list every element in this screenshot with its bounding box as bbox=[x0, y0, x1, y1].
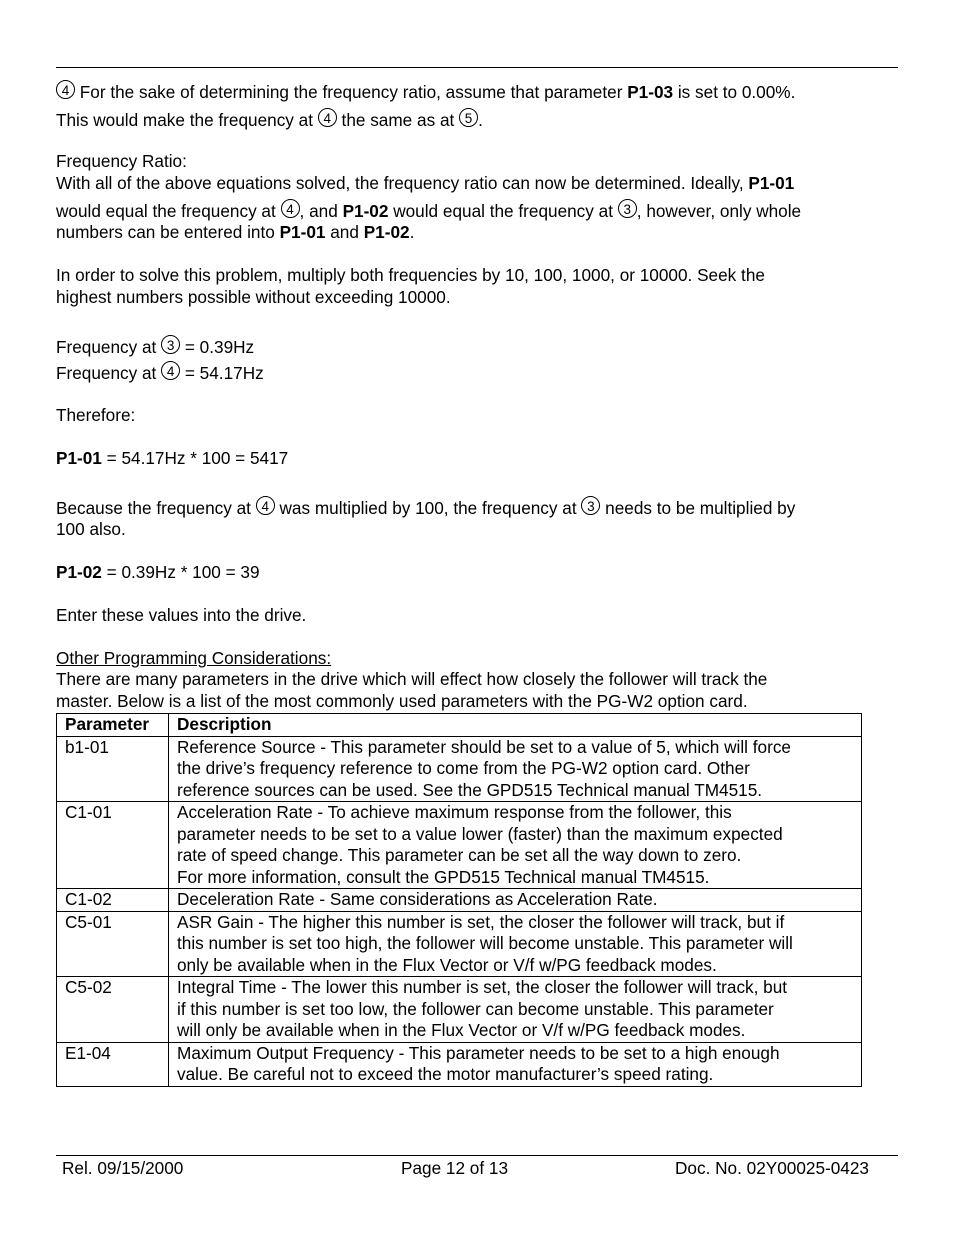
freq-4-line: Frequency at 4 = 54.17Hz bbox=[56, 363, 264, 383]
ratio-line-3: numbers can be entered into P1-01 and P1-02. bbox=[56, 222, 415, 242]
param-ref: P1-01 bbox=[748, 173, 795, 193]
enter-values-text: Enter these values into the drive. bbox=[56, 605, 307, 625]
solve-line-2: highest numbers possible without exceeding 10000. bbox=[56, 287, 451, 307]
param-code: C1-01 bbox=[57, 802, 169, 889]
table-row bbox=[57, 911, 862, 977]
table-row bbox=[57, 736, 862, 802]
ratio-line-1: With all of the above equations solved, the frequency ratio can now be determined. Ideally, P1-01 bbox=[56, 173, 795, 193]
param-description: ASR Gain - The higher this number is set, the closer the follower will track, but if this number is set too high, the follower will become unstable. This parameter will only be available when in the Flux Vector or V/f w/PG feedback modes. bbox=[169, 911, 862, 977]
param-ref: P1-01 bbox=[56, 448, 102, 468]
header-rule bbox=[56, 67, 898, 68]
other-line-1: There are many parameters in the drive which will effect how closely the follower will track the bbox=[56, 669, 768, 689]
because-line-1: Because the frequency at 4 was multiplied by 100, the frequency at 3 needs to be multiplied by bbox=[56, 498, 796, 518]
param-description: Reference Source - This parameter should be set to a value of 5, which will force the drive’s frequency reference to come from the PG-W2 option card. Other reference sources can be used. See the GPD515 Technical manual TM4515. bbox=[169, 736, 862, 802]
param-code: C5-02 bbox=[57, 977, 169, 1043]
param-ref: P1-02 bbox=[363, 222, 410, 242]
circled-number-icon: 4 bbox=[161, 361, 180, 380]
param-ref: P1-03 bbox=[627, 82, 674, 102]
param-code: C5-01 bbox=[57, 911, 169, 977]
param-description: Maximum Output Frequency - This parameter needs to be set to a high enough value. Be careful not to exceed the motor manufacturer’s speed rating. bbox=[169, 1042, 862, 1086]
footer-release: Rel. 09/15/2000 bbox=[62, 1158, 184, 1178]
param-description: Deceleration Rate - Same considerations as Acceleration Rate. bbox=[169, 889, 862, 912]
circled-number-icon: 3 bbox=[581, 496, 600, 515]
table-row bbox=[57, 889, 862, 912]
ratio-heading: Frequency Ratio: bbox=[56, 151, 187, 171]
param-ref: P1-01 bbox=[279, 222, 326, 242]
param-code: E1-04 bbox=[57, 1042, 169, 1086]
param-ref: P1-02 bbox=[342, 201, 389, 221]
param-description: Acceleration Rate - To achieve maximum response from the follower, this parameter needs to be set to a value lower (faster) than the maximum expected rate of speed change. This parameter can be set all the way down to zero. For more information, consult the GPD515 Technical manual TM4515. bbox=[169, 802, 862, 889]
table-row bbox=[57, 977, 862, 1043]
circled-number-icon: 4 bbox=[56, 80, 75, 99]
circled-number-icon: 4 bbox=[281, 199, 300, 218]
param-description: Integral Time - The lower this number is set, the closer the follower will track, but if this number is set too low, the follower can become unstable. This parameter will only be available when in the Flux Vector or V/f w/PG feedback modes. bbox=[169, 977, 862, 1043]
note-line-2: This would make the frequency at 4 the same as at 5 . bbox=[56, 110, 483, 130]
other-heading: Other Programming Considerations: bbox=[56, 648, 332, 668]
note-line-1: 4 For the sake of determining the frequency ratio, assume that parameter P1-03 is set to 0.00%. bbox=[56, 80, 795, 102]
ratio-line-2: would equal the frequency at 4 , and P1-02 would equal the frequency at 3 , however, only whole bbox=[56, 201, 802, 221]
param-code: C1-02 bbox=[57, 889, 169, 912]
footer-doc-number: Doc. No. 02Y00025-0423 bbox=[675, 1158, 869, 1178]
circled-number-icon: 4 bbox=[256, 496, 275, 515]
solve-line-1: In order to solve this problem, multiply both frequencies by 10, 100, 1000, or 10000. Seek the bbox=[56, 265, 765, 285]
table-header-row bbox=[57, 714, 862, 737]
therefore-text: Therefore: bbox=[56, 405, 136, 425]
table-row bbox=[57, 802, 862, 889]
p101-line: P1-01 = 54.17Hz * 100 = 5417 bbox=[56, 448, 289, 468]
param-ref: P1-02 bbox=[56, 562, 102, 582]
circled-number-icon: 4 bbox=[318, 108, 337, 127]
circled-number-icon: 3 bbox=[161, 335, 180, 354]
circled-number-icon: 5 bbox=[459, 108, 478, 127]
footer-rule bbox=[56, 1155, 898, 1156]
because-line-2: 100 also. bbox=[56, 519, 126, 539]
table-row bbox=[57, 1042, 862, 1086]
footer-page-number: Page 12 of 13 bbox=[401, 1158, 509, 1178]
column-header-parameter: Parameter bbox=[57, 714, 169, 737]
freq-3-line: Frequency at 3 = 0.39Hz bbox=[56, 337, 255, 357]
parameter-table bbox=[56, 713, 862, 1087]
column-header-description: Description bbox=[169, 714, 862, 737]
p102-line: P1-02 = 0.39Hz * 100 = 39 bbox=[56, 562, 260, 582]
circled-number-icon: 3 bbox=[618, 199, 637, 218]
other-line-2: master. Below is a list of the most commonly used parameters with the PG-W2 option card. bbox=[56, 691, 748, 711]
param-code: b1-01 bbox=[57, 736, 169, 802]
